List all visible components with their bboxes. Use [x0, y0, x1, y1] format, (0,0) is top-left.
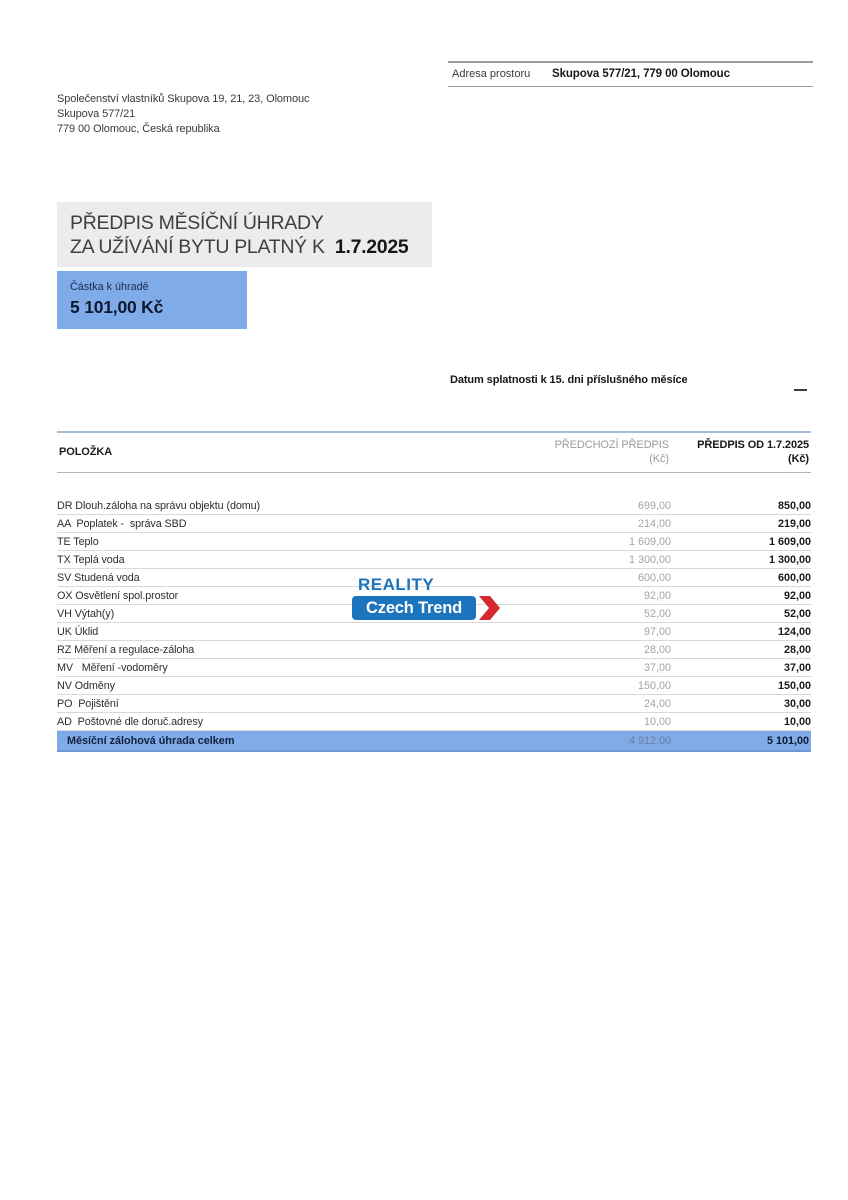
new-amount: 52,00 [783, 607, 811, 620]
property-address-value: Skupova 577/21, 779 00 Olomouc [552, 68, 730, 80]
item-label: TE Teplo [57, 535, 99, 548]
charges-table-header [57, 431, 811, 473]
table-row [57, 641, 811, 659]
sender-address-line: Skupova 577/21 [57, 108, 136, 121]
previous-amount: 28,00 [643, 643, 671, 656]
previous-amount: 10,00 [643, 715, 671, 728]
item-label: NV Odměny [57, 679, 115, 692]
sender-address [57, 92, 309, 138]
total-new-amount: 5 101,00 [766, 734, 809, 747]
previous-amount: 1 300,00 [628, 553, 671, 566]
due-date-note: Datum splatnosti k 15. dni příslušného měsíce [450, 374, 688, 386]
logo-czech-trend-text: Czech Trend [366, 598, 462, 617]
dash-mark [794, 389, 807, 391]
previous-amount: 699,00 [637, 499, 671, 512]
logo-czech-trend-box [352, 596, 476, 620]
column-header-new-unit: (Kč) [788, 453, 809, 465]
chevron-right-icon [478, 596, 501, 620]
column-header-previous-unit: (Kč) [649, 453, 669, 465]
table-row [57, 551, 811, 569]
item-label: PO Pojištění [57, 697, 119, 710]
column-header-item: POLOŽKA [59, 446, 113, 458]
table-row [57, 713, 811, 731]
total-label: Měsíční zálohová úhrada celkem [67, 734, 235, 747]
new-amount: 37,00 [783, 661, 811, 674]
new-amount: 92,00 [783, 589, 811, 602]
previous-amount: 52,00 [643, 607, 671, 620]
previous-amount: 92,00 [643, 589, 671, 602]
new-amount: 1 300,00 [768, 553, 811, 566]
new-amount: 150,00 [777, 679, 811, 692]
item-label: AD Poštovné dle doruč.adresy [57, 715, 203, 728]
item-label: VH Výtah(y) [57, 607, 115, 620]
new-amount: 10,00 [783, 715, 811, 728]
sender-address-line: 779 00 Olomouc, Česká republika [57, 123, 220, 136]
previous-amount: 214,00 [637, 517, 671, 530]
previous-amount: 24,00 [643, 697, 671, 710]
item-label: SV Studená voda [57, 571, 140, 584]
amount-due-label: Částka k úhradě [70, 281, 149, 293]
table-row [57, 623, 811, 641]
total-row [57, 731, 811, 752]
table-row [57, 515, 811, 533]
new-amount: 1 609,00 [768, 535, 811, 548]
total-previous-amount: 4 912,00 [628, 734, 671, 747]
column-header-previous: PŘEDCHOZÍ PŘEDPIS (Kč) [519, 438, 669, 466]
new-amount: 219,00 [777, 517, 811, 530]
table-row [57, 659, 811, 677]
previous-amount: 150,00 [637, 679, 671, 692]
item-label: DR Dlouh.záloha na správu objektu (domu) [57, 499, 261, 512]
property-address-box [448, 61, 813, 87]
table-row [57, 677, 811, 695]
new-amount: 28,00 [783, 643, 811, 656]
previous-amount: 37,00 [643, 661, 671, 674]
document-title [57, 202, 432, 267]
table-row [57, 497, 811, 515]
item-label: UK Úklid [57, 625, 99, 638]
table-row [57, 533, 811, 551]
item-label: OX Osvětlení spol.prostor [57, 589, 179, 602]
column-header-new: PŘEDPIS OD 1.7.2025 (Kč) [669, 438, 809, 466]
table-row [57, 695, 811, 713]
new-amount: 124,00 [777, 625, 811, 638]
property-address-label: Adresa prostoru [452, 68, 531, 80]
valid-from-date: 1.7.2025 [334, 236, 409, 258]
item-label: AA Poplatek - správa SBD [57, 517, 187, 530]
previous-amount: 600,00 [637, 571, 671, 584]
new-amount: 30,00 [783, 697, 811, 710]
previous-amount: 97,00 [643, 625, 671, 638]
agency-logo [352, 575, 504, 625]
item-label: RZ Měření a regulace-záloha [57, 643, 195, 656]
document-title-line1: PŘEDPIS MĚSÍČNÍ ÚHRADY [70, 212, 324, 234]
sender-address-line: Společenství vlastníků Skupova 19, 21, 23, Olomouc [57, 93, 310, 105]
document-title-line2: ZA UŽÍVÁNÍ BYTU PLATNÝ K 1.7.2025 [70, 236, 409, 258]
logo-reality-text: REALITY [358, 575, 435, 594]
item-label: MV Měření -vodoměry [57, 661, 168, 674]
new-amount: 600,00 [777, 571, 811, 584]
table-header-spacer [57, 473, 811, 497]
amount-due-box [57, 271, 247, 329]
previous-amount: 1 609,00 [628, 535, 671, 548]
new-amount: 850,00 [777, 499, 811, 512]
amount-due-value: 5 101,00 Kč [70, 297, 164, 317]
item-label: TX Teplá voda [57, 553, 125, 566]
